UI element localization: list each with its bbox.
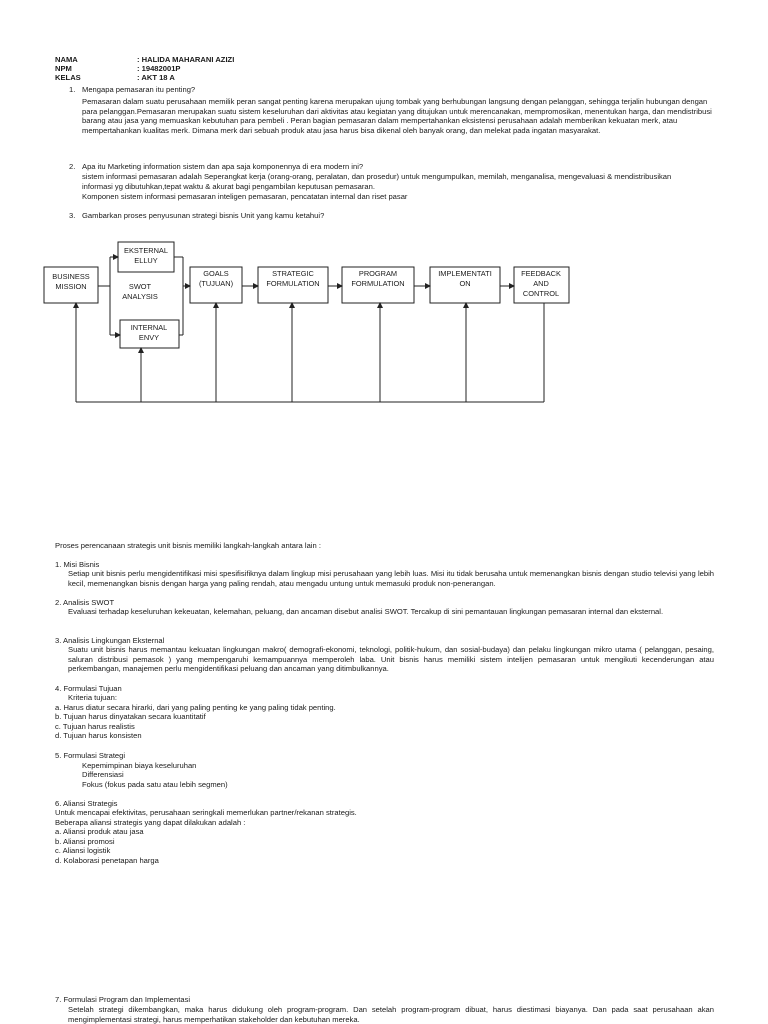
step-6-line-6: d. Kolaborasi penetapan harga <box>55 856 159 865</box>
step-2-title: 2. Analisis SWOT <box>55 598 115 607</box>
step-6-line-2: Beberapa aliansi strategis yang dapat dilakukan adalah : <box>55 818 246 827</box>
q1-question: Mengapa pemasaran itu penting? <box>82 85 196 94</box>
q1-number: 1. <box>69 85 76 94</box>
feedback-text-3: CONTROL <box>522 289 560 298</box>
step-5-item-3: Fokus (fokus pada satu atau lebih segmen) <box>82 780 228 789</box>
goals-text-2: (TUJUAN) <box>198 279 234 288</box>
feedback-text-2: AND <box>533 279 549 288</box>
step-7-title: 7. Formulasi Program dan Implementasi <box>55 995 191 1004</box>
step-4-item-c: c. Tujuan harus realistis <box>55 722 135 731</box>
q3-number: 3. <box>69 211 76 220</box>
step-4-item-a: a. Harus diatur secara hirarki, dari yang paling penting ke yang paling tidak penting. <box>55 703 336 712</box>
step-5-title: 5. Formulasi Strategi <box>55 751 126 760</box>
step-4-item-b: b. Tujuan harus dinyatakan secara kuantitatif <box>55 712 206 721</box>
step-6-line-3: a. Aliansi produk atau jasa <box>55 827 144 836</box>
strategy-process-diagram <box>0 0 768 420</box>
implementation-text-2: ON <box>459 279 471 288</box>
kelas-value: : AKT 18 A <box>137 73 175 82</box>
q2-number: 2. <box>69 162 76 171</box>
goals-text-1: GOALS <box>203 269 229 278</box>
step-5-item-2: Differensiasi <box>82 770 124 779</box>
step-3-title: 3. Analisis Lingkungan Eksternal <box>55 636 165 645</box>
business-mission-text-1: BUSINESS <box>52 272 90 281</box>
step-6-line-1: Untuk mencapai efektivitas, perusahaan seringkali memerlukan partner/rekanan strategis. <box>55 808 357 817</box>
step-4-subtitle: Kriteria tujuan: <box>68 693 117 702</box>
nama-label: NAMA <box>55 55 78 64</box>
eksternal-text-1: EKSTERNAL <box>124 246 168 255</box>
q2-answer-1: sistem informasi pemasaran adalah Seperangkat kerja (orang-orang, peralatan, dan prosedur) untuk mengumpulkan, memilah, menganalisa, mengevaluasi & mendistribusikan informasi yg dibutuhkan,tepat waktu & akurat bagi pengambilan keputusan pemasaran. <box>82 172 672 191</box>
q2-question: Apa itu Marketing information sistem dan apa saja komponennya di era modern ini? <box>82 162 364 171</box>
step-6-line-4: b. Aliansi promosi <box>55 837 115 846</box>
strategic-text-1: STRATEGIC <box>272 269 314 278</box>
nama-value: : HALIDA MAHARANI AZIZI <box>137 55 235 64</box>
q2-answer-2: Komponen sistem informasi pemasaran inteligen pemasaran, pencatatan internal dan riset pasar <box>82 192 408 201</box>
eksternal-text-2: ELLUY <box>134 256 158 265</box>
q3-question: Gambarkan proses penyusunan strategi bisnis Unit yang kamu ketahui? <box>82 211 325 220</box>
step-1-body: Setiap unit bisnis perlu mengidentifikasi misi spesifisifiknya dalam lingkup misi perusahaan yang lebih luas. Misi itu tidak berusaha untuk memenangkan bisnis dengan studio televisi yang lebih kecil, memenangkan bisnis dengan harga yang paling rendah, atau mengadu untung untuk memasuki produk non-penerangan. <box>68 569 714 588</box>
swot-text-2: ANALYSIS <box>122 292 158 301</box>
kelas-label: KELAS <box>55 73 81 82</box>
program-text-1: PROGRAM <box>358 269 398 278</box>
implementation-text-1: IMPLEMENTATI <box>438 269 492 278</box>
swot-text-1: SWOT <box>128 282 152 291</box>
step-7-body: Setelah strategi dikembangkan, maka harus didukung oleh program-program. Dan setelah program-program dibuat, harus diestimasi biayanya. Dan pada saat perusahaan akan mengimplementasi strategi, harus memperhatikan stakeholder dan kebutuhan mereka. <box>68 1005 714 1024</box>
step-4-item-d: d. Tujuan harus konsisten <box>55 731 142 740</box>
q1-answer: Pemasaran dalam suatu perusahaan memilik peran sangat penting karena merupakan ujung tombak yang berhubungan langsung dengan pelanggan, sehingga terjalin hubungan dengan para pelanggan.Pemasaran merupakan suatu sistem keseluruhan dari aktivitas atau kegiatan yang ditujukan untuk merencanakan, mempromosikan, menentukan harga, dan mendistribusi barang atau jasa yang memuaskan kebutuhan para pembeli . Peran bagian pemasaran dalam mempertahankan eksistensi perusahaan adalah memberikan kekuatan merk, atau mempertahankan kualitas merk. Dimana merk dari sebuah produk atau jasa harus bisa dikenal oleh banyak orang, dan melekat pada ingatan masyarakat. <box>82 97 712 135</box>
internal-text-2: ENVY <box>138 333 160 342</box>
step-5-item-1: Kepemimpinan biaya keseluruhan <box>82 761 197 770</box>
step-6-title: 6. Aliansi Strategis <box>55 799 118 808</box>
npm-label: NPM <box>55 64 72 73</box>
feedback-text-1: FEEDBACK <box>521 269 561 278</box>
step-1-title: 1. Misi Bisnis <box>55 560 100 569</box>
internal-text-1: INTERNAL <box>130 323 168 332</box>
npm-value: : 19482001P <box>137 64 181 73</box>
step-4-title: 4. Formulasi Tujuan <box>55 684 122 693</box>
step-6-line-5: c. Aliansi logistik <box>55 846 111 855</box>
strategic-text-2: FORMULATION <box>266 279 320 288</box>
step-2-body: Evaluasi terhadap keseluruhan kekeuatan, kelemahan, peluang, dan ancaman disebut analisi SWOT. Tercakup di sini pemantauan lingkungan pemasaran internal dan eksternal. <box>68 607 664 616</box>
step-3-body: Suatu unit bisnis harus memantau kekuatan lingkungan makro( demografi-ekonomi, teknologi, politik-hukum, dan sosial-budaya) dan pelaku lingkungan mikro utama ( pelanggan, pesaing, saluran distribusi pemasok ) yang mempengaruhi kemampuannya memperoleh laba. Unit bisnis harus memiliki sistem intelijen pemasaran untuk mengikuti kecenderungan atau perkembangan, manajemen perlu mengidentifikasi peluang dan ancaman yang ditimbulkannya. <box>68 645 714 674</box>
steps-intro: Proses perencanaan strategis unit bisnis memiliki langkah-langkah antara lain : <box>55 541 321 550</box>
business-mission-text-2: MISSION <box>55 282 87 291</box>
program-text-2: FORMULATION <box>351 279 405 288</box>
